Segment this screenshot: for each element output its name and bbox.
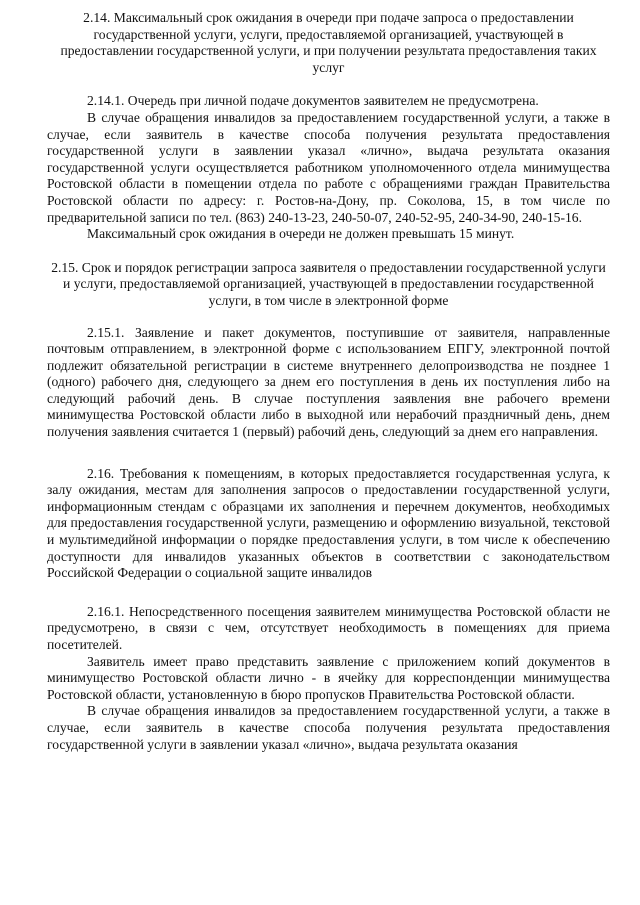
section-2-16-paragraph: 2.16. Требования к помещениям, в которых предоставляется государственная услуга, к залу ожидания, местам для заполнения запросов о предоставлении государственной услуги, информационным стендам с образцами их заполнения и перечнем документов, необходимых для предоставления государственной услуги, размещению и оформлению визуальной, текстовой и мультимедийной информации о порядке предоставления услуги, в том числе к обеспечению доступности для инвалидов указанных объектов в соответствии с законодательством Российской Федерации о социальной защите инвалидов: [47, 465, 610, 581]
section-2-15-1-paragraph: 2.15.1. Заявление и пакет документов, поступившие от заявителя, направленные почтовым отправлением, в электронной форме с использованием ЕПГУ, электронной почтой подлежит обязательной регистрации в системе внутреннего делопроизводства не позднее 1 (одного) рабочего дня, следующего за днем его поступления в день их поступления либо на следующий рабочий день. В случае поступления заявления вне рабочего времени минимущества Ростовской области либо в выходной или нерабочий праздничный день, днем получения заявления считается 1 (первый) рабочий день, следующий за днем его направления.: [47, 324, 610, 440]
section-2-14-1-paragraph: 2.14.1. Очередь при личной подаче документов заявителем не предусмотрена.: [87, 93, 539, 109]
document-page: [47, 10, 610, 753]
section-2-16-disabled-paragraph: В случае обращения инвалидов за предоставлением государственной услуги, а также в случае, если заявитель в качестве способа получения результата предоставления государственной услуги в заявлении указал «лично», выдача результата оказания: [47, 703, 610, 752]
section-2-16-1-paragraph: 2.16.1. Непосредственного посещения заявителем минимущества Ростовской области не предусмотрено, в связи с чем, отсутствует необходимость в помещениях для приема посетителей.: [47, 603, 610, 652]
section-2-15-heading: 2.15. Срок и порядок регистрации запроса заявителя о предоставлении государственной услуги и услуги, предоставляемой организацией, участвующей в предоставлении государственной услуги, в том числе в электронной форме: [51, 259, 606, 308]
section-2-16-submission-paragraph: Заявитель имеет право представить заявление с приложением копий документов в минимущество Ростовской области лично - в ячейку для корреспонденции минимущества Ростовской области, установленную в бюро пропусков Правительства Ростовской области.: [47, 653, 610, 702]
section-2-14-heading: 2.14. Максимальный срок ожидания в очереди при подаче запроса о предоставлении государственной услуги, услуги, предоставляемой организацией, участвующей в предоставлении государственной услуги, и при получении результата предоставления таких услуг: [60, 10, 597, 75]
section-2-14-max-wait-paragraph: Максимальный срок ожидания в очереди не должен превышать 15 минут.: [87, 226, 515, 242]
section-2-14-disabled-paragraph: В случае обращения инвалидов за предоставлением государственной услуги, а также в случае, если заявитель в качестве способа получения результата предоставления государственной услуги в заявлении указал «лично», выдача результата оказания государственной услуги осуществляется работником уполномоченного отдела минимущества Ростовской области в помещении отдела по работе с обращениями граждан Правительства Ростовской области по адресу: г. Ростов-на-Дону, пр. Соколова, 15, в том числе по предварительной записи по тел. (863) 240-13-23, 240-50-07, 240-52-95, 240-34-90, 240-15-16.: [47, 109, 610, 225]
